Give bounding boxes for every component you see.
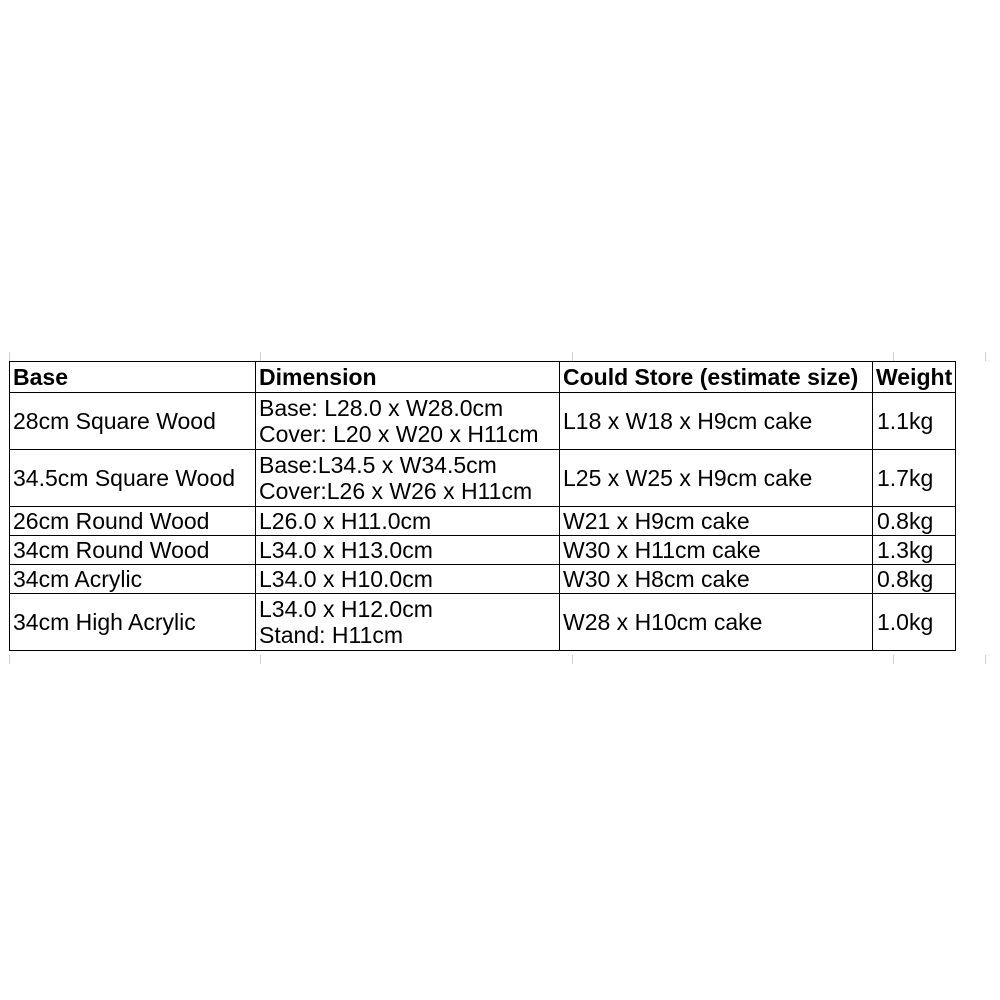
cell-weight: 0.8kg [873,565,956,594]
cell-weight: 1.7kg [873,450,956,507]
dimension-line: Stand: H11cm [259,622,404,648]
header-weight: Weight [873,362,956,393]
cell-store: L25 x W25 x H9cm cake [560,450,873,507]
cell-weight: 1.3kg [873,536,956,565]
cell-store: W28 x H10cm cake [560,594,873,651]
dimension-line: L34.0 x H10.0cm [259,566,433,592]
grid-tick [9,655,10,664]
cell-base: 28cm Square Wood [10,393,256,450]
table-row [10,594,956,651]
cell-dimension [256,565,560,594]
dimension-line: Base:L34.5 x W34.5cm [259,452,497,478]
grid-tick [260,655,261,664]
table-row [10,536,956,565]
cell-base: 26cm Round Wood [10,507,256,536]
cell-dimension [256,393,560,450]
cell-store: W30 x H8cm cake [560,565,873,594]
dimension-line: L26.0 x H11.0cm [259,508,432,534]
cell-base: 34cm Acrylic [10,565,256,594]
header-base: Base [10,362,256,393]
dimension-line: Base: L28.0 x W28.0cm [259,395,504,421]
header-row [10,362,956,393]
cell-weight: 0.8kg [873,507,956,536]
dimension-line: Cover:L26 x W26 x H11cm [259,478,533,504]
grid-tick [893,352,894,361]
cell-weight: 1.1kg [873,393,956,450]
cell-base: 34.5cm Square Wood [10,450,256,507]
grid-tick [985,655,986,664]
cell-dimension [256,450,560,507]
grid-tick [572,655,573,664]
header-store: Could Store (estimate size) [560,362,873,393]
table-row [10,450,956,507]
cell-dimension [256,594,560,651]
cell-dimension [256,507,560,536]
cell-dimension [256,536,560,565]
cell-base: 34cm High Acrylic [10,594,256,651]
table-row [10,565,956,594]
cell-store: L18 x W18 x H9cm cake [560,393,873,450]
table-row [10,393,956,450]
grid-tick [985,352,986,361]
table-row [10,507,956,536]
grid-tick [572,352,573,361]
header-dimension: Dimension [256,362,560,393]
dimension-line: L34.0 x H12.0cm [259,596,433,622]
cell-store: W30 x H11cm cake [560,536,873,565]
dimension-line: L34.0 x H13.0cm [259,537,433,563]
cell-weight: 1.0kg [873,594,956,651]
grid-tick [893,655,894,664]
grid-tick [9,352,10,361]
cell-base: 34cm Round Wood [10,536,256,565]
spec-table [9,361,956,651]
grid-tick [260,352,261,361]
dimension-line: Cover: L20 x W20 x H11cm [259,421,539,447]
cell-store: W21 x H9cm cake [560,507,873,536]
